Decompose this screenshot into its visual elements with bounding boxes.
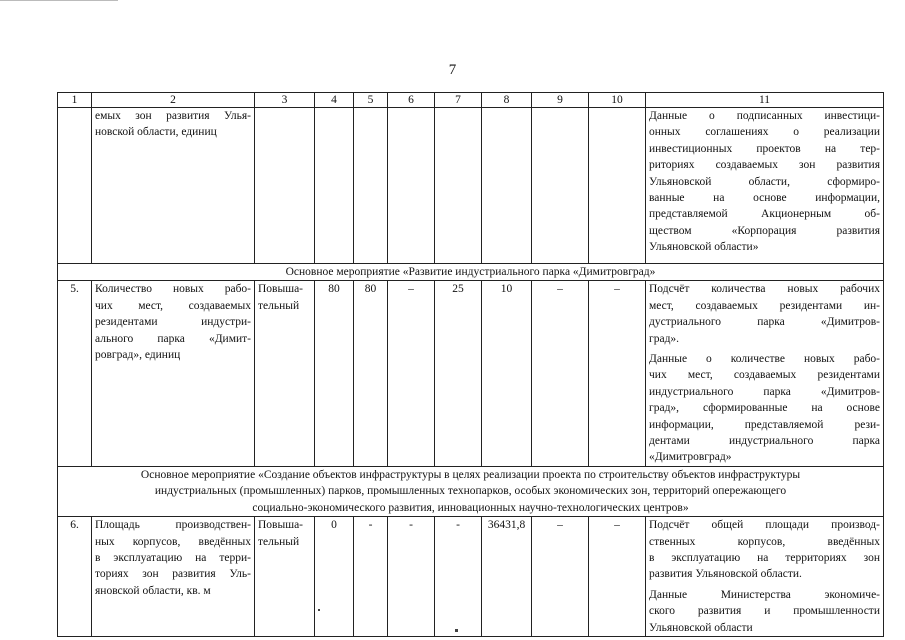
text-line: «Димитровград» bbox=[649, 451, 732, 464]
cell-data-source bbox=[646, 108, 884, 264]
cell-data-source bbox=[646, 517, 884, 637]
text-line: град», сформированные на основе bbox=[649, 402, 880, 415]
cell-col7: 25 bbox=[435, 281, 482, 466]
text-line: ского развития и промышленности bbox=[649, 605, 880, 618]
text-line: представляемой Акционерным об- bbox=[649, 208, 880, 221]
cell-indicator-name bbox=[92, 281, 255, 466]
cell-col8: 10 bbox=[482, 281, 532, 466]
header-col-7: 7 bbox=[435, 93, 482, 108]
text-line: резидентами индустри- bbox=[95, 316, 251, 329]
text-line: Ульяновской области» bbox=[649, 241, 759, 254]
header-col-4: 4 bbox=[315, 93, 354, 108]
cell-indicator-name bbox=[92, 108, 255, 264]
cell-col5: - bbox=[354, 517, 388, 637]
header-col-11: 11 bbox=[646, 93, 884, 108]
cell-col7 bbox=[435, 108, 482, 264]
cell-col5: 80 bbox=[354, 281, 388, 466]
indicators-table bbox=[57, 92, 884, 637]
cell-data-source bbox=[646, 281, 884, 466]
scan-edge-line bbox=[0, 0, 118, 3]
text-line: инвестиционных проектов на тер- bbox=[649, 142, 880, 155]
cell-col9: – bbox=[532, 517, 589, 637]
text-line: емых зон развития Улья- bbox=[95, 110, 251, 122]
text-line: Данные о количестве новых рабо- bbox=[649, 353, 880, 366]
text-line: яновской области, кв. м bbox=[95, 584, 211, 597]
text-line: ных корпусов, введённых bbox=[95, 535, 251, 548]
text-line: ториях зон развития Уль- bbox=[95, 568, 251, 581]
cell-col5 bbox=[354, 108, 388, 264]
cell-num: 5. bbox=[58, 281, 92, 466]
text-line: Повыша- bbox=[258, 283, 304, 296]
section-title bbox=[58, 466, 884, 516]
text-line: в эксплуатацию на территориях зон bbox=[649, 551, 880, 564]
cell-direction bbox=[255, 517, 315, 637]
text-line: мест, создаваемых резидентами ин- bbox=[649, 299, 880, 312]
section-title-line: социально-экономического развития, инновационных научно-технологических центров» bbox=[252, 501, 689, 514]
section-title-line: Основное мероприятие «Создание объектов инфраструктуры в целях реализации проекта по строительству объектов инфраструктуры bbox=[140, 468, 801, 481]
text-line: новской области, единиц bbox=[95, 126, 217, 139]
text-line: Повыша- bbox=[258, 519, 304, 532]
text-line: информации, представляемой рези- bbox=[649, 418, 880, 431]
section-row bbox=[58, 466, 884, 516]
text-line: дентами индустриального парка bbox=[649, 435, 880, 448]
cell-col8: 36431,8 bbox=[482, 517, 532, 637]
cell-num: 6. bbox=[58, 517, 92, 637]
scan-speck bbox=[455, 629, 458, 632]
header-col-5: 5 bbox=[354, 93, 388, 108]
cell-direction bbox=[255, 108, 315, 264]
cell-col10: – bbox=[589, 517, 646, 637]
cell-col9 bbox=[532, 108, 589, 264]
section-title: Основное мероприятие «Развитие индустриального парка «Димитровград» bbox=[58, 264, 884, 281]
header-col-10: 10 bbox=[589, 93, 646, 108]
table-header-row bbox=[58, 93, 884, 108]
text-line: ществом «Корпорация развития bbox=[649, 224, 880, 237]
text-line: риториях создаваемых зон развития bbox=[649, 159, 880, 172]
page-number: 7 bbox=[448, 62, 457, 78]
cell-col7: - bbox=[435, 517, 482, 637]
text-line: развития Ульяновской области. bbox=[649, 568, 802, 581]
text-line: Данные о подписанных инвестици- bbox=[649, 110, 880, 122]
header-col-8: 8 bbox=[482, 93, 532, 108]
text-line: тельный bbox=[258, 299, 300, 312]
section-row bbox=[58, 264, 884, 281]
text-line: град». bbox=[649, 332, 680, 345]
scan-speck bbox=[318, 609, 320, 611]
cell-col6: - bbox=[388, 517, 435, 637]
cell-col4: 0 bbox=[315, 517, 354, 637]
table-row-continued bbox=[58, 108, 884, 264]
table-row bbox=[58, 281, 884, 466]
text-line: ственных корпусов, введённых bbox=[649, 535, 880, 548]
cell-col6 bbox=[388, 108, 435, 264]
cell-direction bbox=[255, 281, 315, 466]
cell-col6: – bbox=[388, 281, 435, 466]
text-line: в эксплуатацию на терри- bbox=[95, 551, 251, 564]
text-line: онных соглашениях о реализации bbox=[649, 126, 880, 139]
cell-col10 bbox=[589, 108, 646, 264]
header-col-1: 1 bbox=[58, 93, 92, 108]
cell-indicator-name bbox=[92, 517, 255, 637]
header-col-6: 6 bbox=[388, 93, 435, 108]
text-line: Количество новых рабо- bbox=[95, 283, 251, 296]
section-title-line: индустриальных (промышленных) парков, промышленных технопарков, особых экономических зон, территорий опережающего bbox=[154, 485, 787, 498]
text-line: Ульяновской области bbox=[649, 621, 753, 634]
text-line: Подсчёт общей площади производ- bbox=[649, 519, 880, 532]
text-line: ровград», единиц bbox=[95, 349, 181, 362]
cell-num bbox=[58, 108, 92, 264]
text-line: Площадь производствен- bbox=[95, 519, 251, 532]
text-line: Подсчёт количества новых рабочих bbox=[649, 283, 880, 296]
header-col-9: 9 bbox=[532, 93, 589, 108]
cell-col4 bbox=[315, 108, 354, 264]
table-row bbox=[58, 517, 884, 637]
text-line: дустриального парка «Димитров- bbox=[649, 316, 880, 329]
text-line: чих мест, создаваемых резидентами bbox=[649, 369, 880, 382]
text-line: тельный bbox=[258, 535, 300, 548]
text-line: ального парка «Димит- bbox=[95, 332, 251, 345]
cell-col9: – bbox=[532, 281, 589, 466]
text-line: индустриального парка «Димитров- bbox=[649, 385, 880, 398]
cell-col8 bbox=[482, 108, 532, 264]
text-line: чих мест, создаваемых bbox=[95, 299, 251, 312]
cell-col10: – bbox=[589, 281, 646, 466]
text-line: ванные на основе информации, bbox=[649, 192, 880, 205]
header-col-3: 3 bbox=[255, 93, 315, 108]
text-line: Ульяновской области, сформиро- bbox=[649, 175, 880, 188]
cell-col4: 80 bbox=[315, 281, 354, 466]
header-col-2: 2 bbox=[92, 93, 255, 108]
text-line: Данные Министерства экономиче- bbox=[649, 588, 880, 601]
